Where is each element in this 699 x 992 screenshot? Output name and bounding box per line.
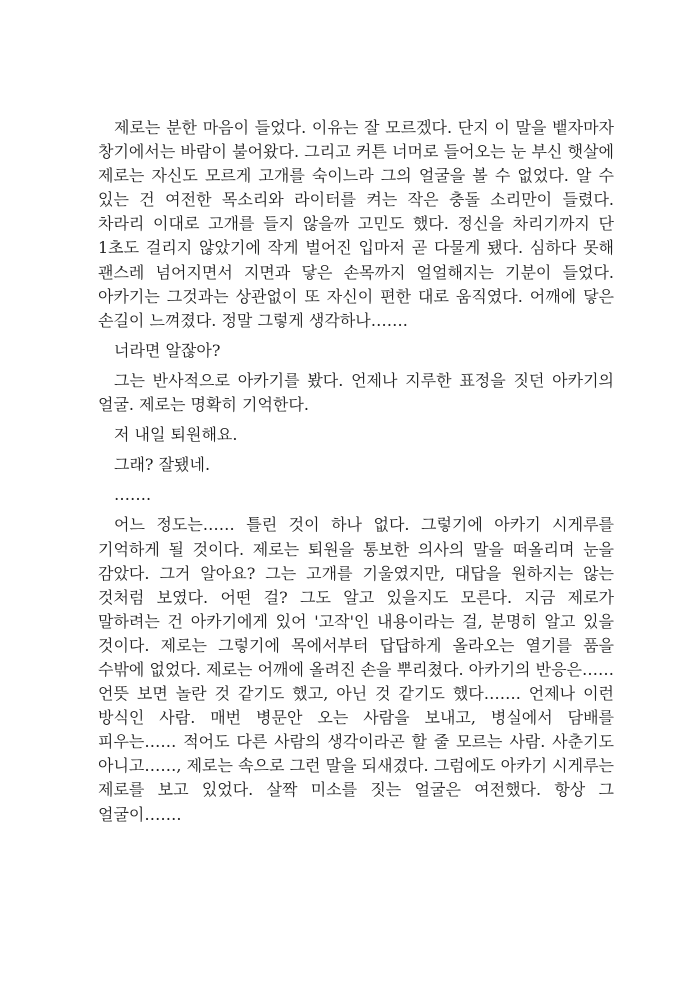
paragraph-5: 그래? 잘됐네. (114, 455, 211, 475)
paragraph-7: 어느 정도는…… 틀린 것이 하나 없다. 그렇기에 아카기 시게루를 기억하게 될 것이다. 제로는 퇴원을 통보한 의사의 말을 떠올리며 눈을 감았다. 그거 알아요? 그는 고개를 기울였지만, 대답을 원하지는 않는 것처럼 보였다. 어떤 걸? 그도 알고 있을지도 모른다. 지금 제로가 말하려는 건 아카기에게 있어 '고작'인 내용이라는 걸, 분명히 알고 있을 것이다. 제로는 그렇기에 목에서부터 답답하게 올라오는 열기를 품을 수밖에 없었다. 제로는 어깨에 올려진 손을 뿌리쳤다. 아카기의 반응은…… 언뜻 보면 놀란 것 같기도 했고, 아닌 것 같기도 했다……. 언제나 이런 방식인 사람. 매번 병문안 오는 사람을 보내고, 병실에서 담배를 피우는…… 적어도 다른 사람의 생각이라곤 할 줄 모르는 사람. 사춘기도 아니고……, 제로는 속으로 그런 말을 되새겼다. 그럼에도 아카기 시게루는 제로를 보고 있었다. 살짝 미소를 짓는 얼굴은 여전했다. 항상 그 얼굴이……. (98, 515, 614, 824)
body-text (98, 116, 614, 833)
paragraph-2: 너라면 알잖아? (114, 340, 221, 360)
paragraph-6: ……. (114, 485, 152, 505)
paragraph-1: 제로는 분한 마음이 들었다. 이유는 잘 모르겠다. 단지 이 말을 뱉자마자 창기에서는 바람이 불어왔다. 그리고 커튼 너머로 들어오는 눈 부신 햇살에 제로는 자신도 모르게 고개를 숙이느라 그의 얼굴을 볼 수 없었다. 알 수 있는 건 여전한 목소리와 라이터를 켜는 작은 충돌 소리만이 들렸다. 차라리 이대로 고개를 들지 않을까 고민도 했다. 정신을 차리기까지 단 1초도 걸리지 않았기에 작게 벌어진 입마저 곧 다물게 됐다. 심하다 못해 괜스레 넘어지면서 지면과 닿은 손목까지 얼얼해지는 기분이 들었다. 아카기는 그것과는 상관없이 또 자신이 편한 대로 움직였다. 어깨에 닿은 손길이 느껴졌다. 정말 그렇게 생각하나……. (98, 118, 614, 330)
paragraph-3: 그는 반사적으로 아카기를 봤다. 언제나 지루한 표정을 짓던 아카기의 얼굴. 제로는 명확히 기억한다. (98, 370, 614, 415)
paragraph-4: 저 내일 퇴원해요. (114, 425, 238, 445)
